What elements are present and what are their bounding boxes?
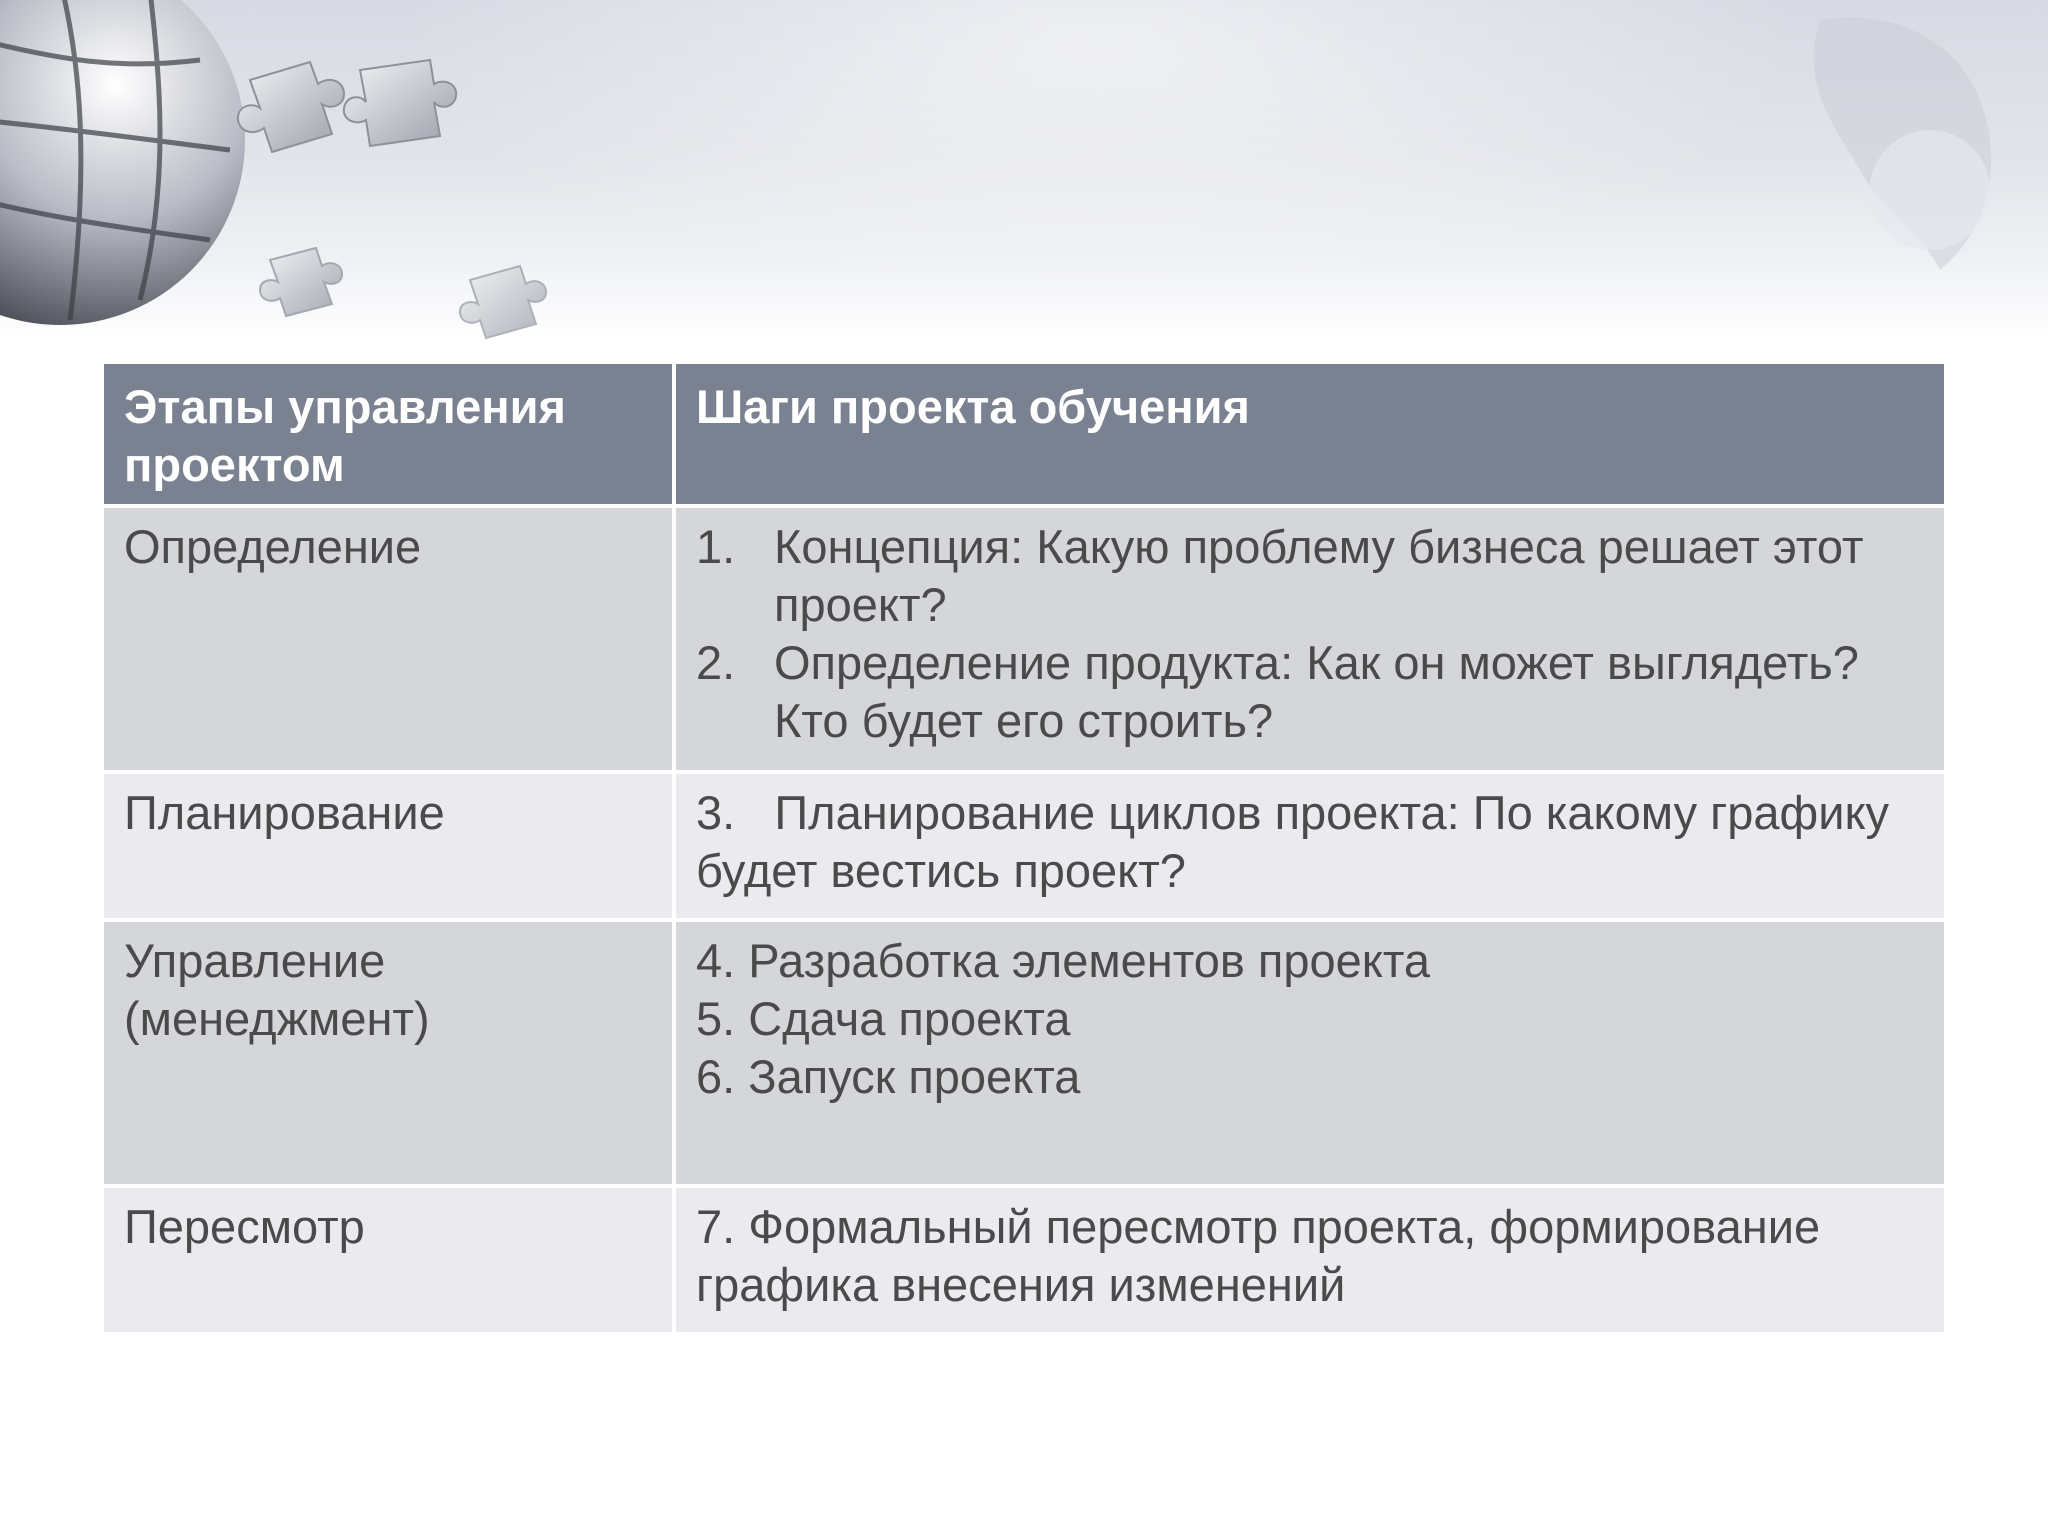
- header-stages: Этапы управления проектом: [104, 364, 672, 504]
- puzzle-piece-icon: [238, 62, 344, 152]
- table-row: [104, 922, 1944, 1184]
- steps-cell: [672, 774, 1944, 918]
- table-row: [104, 508, 1944, 770]
- step-line: 7. Формальный пересмотр проекта, формирование графика внесения изменений: [696, 1200, 1821, 1311]
- step-text: Определение продукта: Как он может выглядеть? Кто будет его строить?: [774, 636, 1859, 747]
- step-number: 1.: [696, 520, 736, 573]
- list-item: [696, 634, 1924, 750]
- project-stages-table: [104, 360, 1944, 1336]
- steps-cell: [672, 508, 1944, 770]
- step-number: 2.: [696, 636, 736, 689]
- steps-cell: [672, 922, 1944, 1184]
- step-text: Концепция: Какую проблему бизнеса решает этот проект?: [774, 520, 1864, 631]
- step-line: 5. Сдача проекта: [696, 992, 1071, 1045]
- list-item: [696, 518, 1924, 634]
- header-steps: Шаги проекта обучения: [672, 364, 1944, 504]
- table-row: [104, 1188, 1944, 1332]
- puzzle-piece-icon: [344, 60, 456, 146]
- stage-cell: Пересмотр: [104, 1188, 672, 1332]
- table-row: [104, 774, 1944, 918]
- step-line: 6. Запуск проекта: [696, 1050, 1081, 1103]
- globe-shape: [0, 0, 245, 325]
- puzzle-piece-icon: [460, 266, 546, 338]
- stage-cell: Управление (менеджмент): [104, 922, 672, 1184]
- stage-cell: Определение: [104, 508, 672, 770]
- step-line: 4. Разработка элементов проекта: [696, 934, 1431, 987]
- table-header-row: [104, 364, 1944, 504]
- steps-cell: [672, 1188, 1944, 1332]
- step-line: 3. Планирование циклов проекта: По какому графику будет вестись проект?: [696, 786, 1903, 897]
- decorative-shape: [1870, 130, 1990, 250]
- stage-cell: Планирование: [104, 774, 672, 918]
- header-banner: [0, 0, 2048, 340]
- puzzle-globe-icon: [0, 0, 2048, 340]
- steps-list: [696, 518, 1924, 750]
- puzzle-piece-icon: [260, 248, 342, 316]
